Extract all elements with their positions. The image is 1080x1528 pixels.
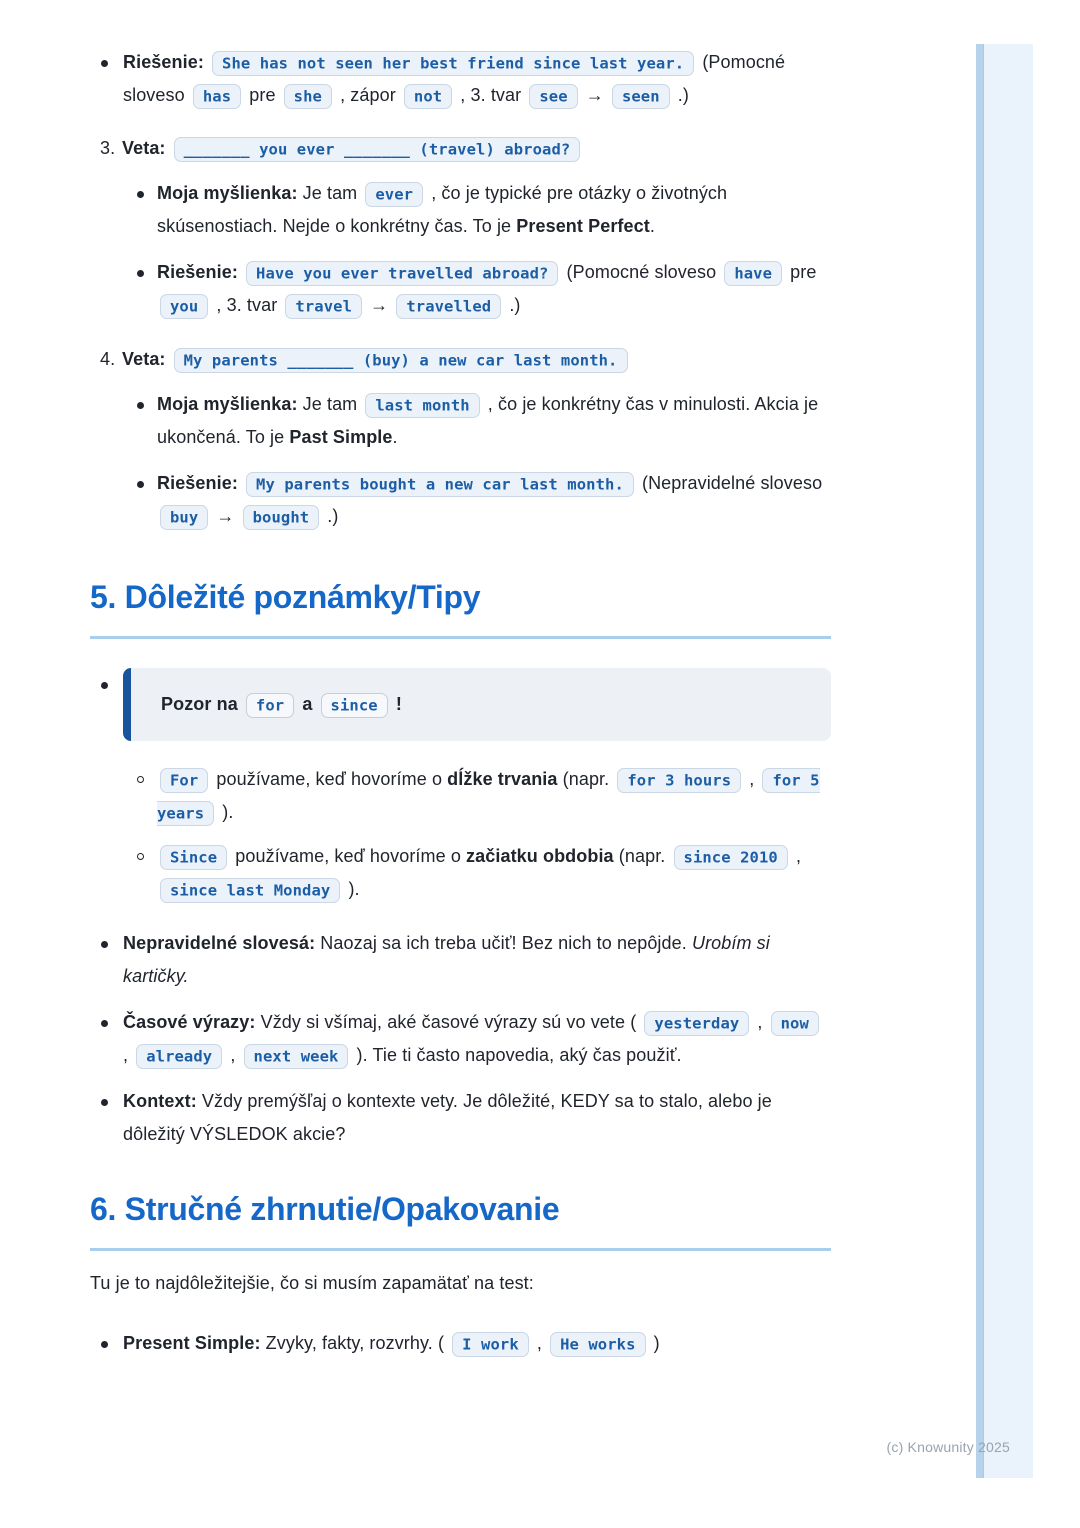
- notes-content: [90, 0, 831, 1360]
- code-chip: seen: [612, 84, 670, 109]
- list-item-text: [157, 763, 831, 829]
- bold-text: Časové výrazy:: [123, 1012, 261, 1032]
- bullet-marker-col: [90, 1085, 123, 1106]
- text: Je tam: [302, 394, 363, 414]
- list-item-text: [157, 256, 831, 322]
- text: , 3. tvar: [211, 295, 283, 315]
- text: ).: [343, 879, 360, 899]
- list-item-text: [123, 1327, 831, 1360]
- text: , čo je konkrétny čas v minulosti. Akcia je ukončená. To je: [157, 394, 819, 447]
- text: , 3. tvar: [455, 85, 527, 105]
- numbered-item-text: [122, 132, 831, 165]
- bullet-icon: [137, 402, 144, 409]
- text: Zvyky, fakty, rozvrhy. (: [265, 1333, 450, 1353]
- bold-text: dĺžke trvania: [447, 769, 558, 789]
- text: (napr.: [557, 769, 615, 789]
- text: používame, keď hovoríme o: [230, 846, 467, 866]
- code-chip: _______ you ever _______ (travel) abroad?: [174, 137, 581, 162]
- text: používame, keď hovoríme o: [211, 769, 448, 789]
- code-chip: last month: [365, 393, 479, 418]
- code-chip: for 3 hours: [617, 768, 741, 793]
- list-item-present-simple: [90, 1327, 831, 1360]
- copyright-note: (c) Knowunity 2025: [886, 1439, 1010, 1455]
- list-item-text: [123, 1085, 831, 1151]
- italic-text: Urobím si kartičky.: [123, 933, 770, 986]
- text: ,: [531, 1333, 548, 1353]
- bold-text: Riešenie:: [157, 262, 244, 282]
- bullet-marker-col: [90, 1327, 123, 1348]
- list-item-idea-3: [90, 177, 831, 243]
- code-chip: ever: [365, 182, 423, 207]
- code-chip: has: [193, 84, 241, 109]
- code-chip: Since: [160, 845, 227, 870]
- code-chip: now: [771, 1011, 819, 1036]
- text: (Pomocné sloveso: [561, 262, 722, 282]
- text: ). Tie ti často napovedia, aký čas použiť.: [351, 1045, 682, 1065]
- text: .): [504, 295, 521, 315]
- bullet-icon: [101, 941, 108, 948]
- list-item-since: [90, 840, 831, 906]
- bullet-marker-col: [90, 256, 157, 277]
- list-item-idea-4: [90, 388, 831, 454]
- text: ,: [744, 769, 760, 789]
- bullet-icon: [101, 1341, 108, 1348]
- text: Vždy premýšľaj o kontexte vety. Je dôležité, KEDY sa to stalo, alebo je dôležitý VÝSLEDOK akcie?: [123, 1091, 772, 1144]
- numbered-item-3: [90, 132, 831, 165]
- bold-text: Veta:: [122, 349, 171, 369]
- code-chip: buy: [160, 505, 208, 530]
- bullet-icon: [137, 270, 144, 277]
- list-item-text: [123, 927, 831, 993]
- code-chip: see: [529, 84, 577, 109]
- text: ).: [217, 802, 234, 822]
- text: Naozaj sa ich treba učiť! Bez nich to nepôjde.: [320, 933, 692, 953]
- bold-text: Pozor na: [161, 694, 243, 714]
- text: ,: [225, 1045, 241, 1065]
- text: .): [672, 85, 689, 105]
- code-chip: not: [404, 84, 452, 109]
- bullet-icon: [101, 682, 108, 689]
- code-chip: have: [724, 261, 782, 286]
- circle-icon: [137, 776, 144, 783]
- code-chip: I work: [452, 1332, 529, 1357]
- numbered-item-text: [122, 343, 831, 376]
- bold-text: Veta:: [122, 138, 171, 158]
- bullet-icon: [101, 1099, 108, 1106]
- code-chip: travelled: [396, 294, 501, 319]
- text: .: [649, 216, 655, 236]
- list-item-text: [123, 1006, 831, 1072]
- text: ,: [790, 846, 802, 866]
- bold-text: !: [390, 694, 402, 714]
- code-chip: already: [136, 1044, 222, 1069]
- list-number: 4.: [100, 349, 116, 369]
- numbered-item-4: [90, 343, 831, 376]
- code-chip: bought: [243, 505, 320, 530]
- bullet-icon: [137, 191, 144, 198]
- text: (Pomocné sloveso: [123, 52, 786, 105]
- code-chip: she: [284, 84, 332, 109]
- callout-item: [90, 668, 831, 741]
- bullet-marker-col: [90, 467, 157, 488]
- circle-icon: [137, 853, 144, 860]
- code-chip: you: [160, 294, 208, 319]
- bold-text: Riešenie:: [157, 473, 244, 493]
- list-item-for: [90, 763, 831, 829]
- bullet-marker-col: [90, 927, 123, 948]
- text: pre: [244, 85, 281, 105]
- text: ,: [752, 1012, 768, 1032]
- code-chip: My parents bought a new car last month.: [246, 472, 634, 497]
- bullet-marker-col: [90, 668, 123, 689]
- bold-text: Moja myšlienka:: [157, 183, 303, 203]
- text: pre: [785, 262, 817, 282]
- code-chip: Have you ever travelled abroad?: [246, 261, 558, 286]
- bullet-marker-col: [90, 46, 123, 67]
- code-chip: since last Monday: [160, 878, 340, 903]
- bold-text: Nepravidelné slovesá:: [123, 933, 321, 953]
- text: (Nepravidelné sloveso: [636, 473, 823, 493]
- text: ,: [123, 1045, 134, 1065]
- bold-text: Kontext:: [123, 1091, 202, 1111]
- text: (napr.: [613, 846, 671, 866]
- code-chip: for: [246, 693, 294, 718]
- code-chip: next week: [244, 1044, 349, 1069]
- bold-text: a: [297, 694, 318, 714]
- list-item-context: [90, 1085, 831, 1151]
- text: .: [392, 427, 398, 447]
- list-item-text: [157, 388, 831, 454]
- text: , čo je typické pre otázky o životných skúsenostiach. Nejde o konkrétny čas. To je: [157, 183, 728, 236]
- scrollbar-thumb[interactable]: [976, 44, 984, 1478]
- text: →: [211, 506, 240, 526]
- bullet-icon: [137, 481, 144, 488]
- code-chip: He works: [550, 1332, 645, 1357]
- code-chip: My parents _______ (buy) a new car last month.: [174, 348, 628, 373]
- list-item-irregular-verbs: [90, 927, 831, 993]
- bold-text: Past Simple: [289, 427, 393, 447]
- list-item-solution-2: [90, 46, 831, 112]
- bullet-marker-col: [90, 177, 157, 198]
- list-item-text: [157, 467, 831, 533]
- text: Je tam: [302, 183, 363, 203]
- section-heading-summary: 6. Stručné zhrnutie/Opakovanie: [90, 1191, 831, 1251]
- bold-text: Present Simple:: [123, 1333, 266, 1353]
- list-number: 3.: [100, 138, 116, 158]
- section-heading-tips: 5. Dôležité poznámky/Tipy: [90, 579, 831, 639]
- bold-text: Riešenie:: [123, 52, 210, 72]
- code-chip: For: [160, 768, 208, 793]
- list-item-time-expressions: [90, 1006, 831, 1072]
- code-chip: travel: [285, 294, 362, 319]
- text: .): [322, 506, 339, 526]
- code-chip: She has not seen her best friend since last year.: [212, 51, 694, 76]
- text: Vždy si všímaj, aké časové výrazy sú vo vete (: [260, 1012, 642, 1032]
- circle-marker-col: [90, 840, 157, 860]
- circle-marker-col: [90, 763, 157, 783]
- bold-text: Present Perfect: [516, 216, 650, 236]
- code-chip: yesterday: [644, 1011, 749, 1036]
- bold-text: začiatku obdobia: [466, 846, 614, 866]
- text: ): [648, 1333, 660, 1353]
- code-chip: for 5 years: [157, 768, 820, 826]
- bullet-icon: [101, 60, 108, 67]
- callout-box: [123, 668, 831, 741]
- bullet-marker-col: [90, 388, 157, 409]
- bullet-marker-col: [90, 1006, 123, 1027]
- summary-intro: Tu je to najdôležitejšie, čo si musím zapamätať na test:: [90, 1273, 534, 1293]
- code-chip: since 2010: [674, 845, 788, 870]
- code-chip: since: [321, 693, 388, 718]
- text: →: [580, 85, 609, 105]
- bold-text: Moja myšlienka:: [157, 394, 303, 414]
- scrollbar-track[interactable]: [976, 44, 1033, 1478]
- list-item-text: [123, 46, 831, 112]
- list-item-text: [157, 840, 831, 906]
- text: , zápor: [334, 85, 401, 105]
- bullet-icon: [101, 1020, 108, 1027]
- list-item-text: [157, 177, 831, 243]
- list-item-solution-3: [90, 256, 831, 322]
- text: →: [365, 295, 394, 315]
- list-item-solution-4: [90, 467, 831, 533]
